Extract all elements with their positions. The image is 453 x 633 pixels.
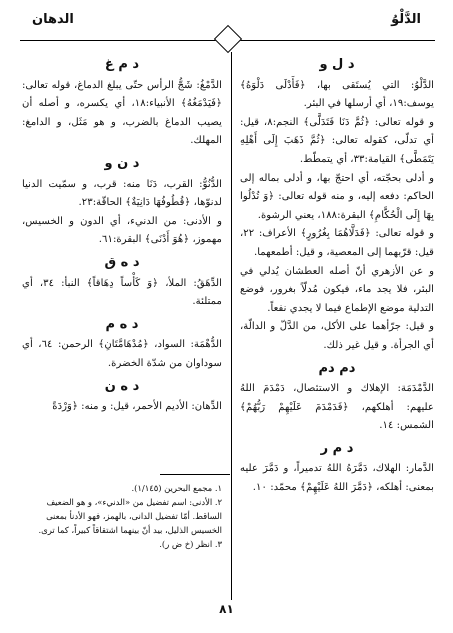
entry-paragraph: و قوله تعالى: ﴿فَدَلَّاهُمَا بِغُرُورٍ﴾ الأعراف: ٢٢، قيل: قرّبهما إلى المعصية، و قيل: أطمعهما. (240, 228, 434, 258)
root-heading: د ه م (105, 316, 139, 332)
root-heading: د ه ق (104, 254, 140, 270)
entry-paragraph: الدِّهان: الأديم الأحمر، قيل: و منه: ﴿وَرْدَةً (52, 401, 222, 413)
left-column (22, 52, 222, 417)
right-column (240, 52, 434, 498)
footnote: ٣. انظر (خ ض ر). (159, 539, 222, 549)
entry-paragraph: الدُّهْمَة: السواد، ﴿مُدْهَامَّتَانِ﴾ الرحمن: ٦٤، أي سوداوان من شدّة الخضرة. (22, 339, 222, 369)
root-heading: د ه ن (104, 378, 140, 394)
footnote: ٢. الأدنى: اسم تفضيل من «الدنيء»، و هو الضعيف الساقط. أمّا تفضيل الدانى، بالهمز، فهو الأدنأ بمعنى الخسيس الذليل، بيد أنّ بينهما اشتقاقاً كبيراً، كما ترى. (38, 497, 222, 535)
entry-paragraph: و عن الأزهري أنّ أصله العطشان يُدلي في البئر، فلا يجد ماء، فيكون مُدلّاً بغرور، فوضع التدلية موضع الإطماع فيما لا يجدي نفعاً. (240, 265, 434, 314)
page-number: ٨١ (219, 602, 234, 616)
header-rule-right (238, 40, 435, 41)
header-left-word: الدهان (32, 12, 74, 27)
root-heading: د ل و (319, 57, 355, 72)
root-heading: د م غ (104, 57, 140, 72)
entry-paragraph: الدَّمار: الهلاك، دَمَّرَهُ اللهُ تدميراً، و دَمَّرَ عليه بمعنى: أهلكه، ﴿دَمَّرَ اللهُ عَلَيْهِمْ﴾ محمّد: ١٠. (240, 463, 434, 494)
column-divider (231, 52, 232, 600)
entry-paragraph: و أدلى بحجّته، أي احتجّ بها، و أدلى بماله إلى الحاكم: دفعه إليه، و منه قوله تعالى: ﴿وَ تُدْلُوا بِهَا إِلَى الْحُكَّامِ﴾ البقرة:١٨٨، يعني الرشوة. (240, 172, 434, 221)
root-heading: د ن و (104, 155, 140, 171)
header-right-word: الدَّلْوُ (391, 12, 421, 27)
entry-paragraph: و قوله تعالى: ﴿ثُمَّ دَنَا فَتَدَلَّى﴾ النجم:٨، قيل: أي تدلّى، كقوله تعالى: ﴿ثُمَّ ذَهَبَ إِلَى أَهْلِهِ يَتَمَطَّى﴾ القيامة:٣٣، أي يتمطّط. (240, 116, 434, 165)
entry-paragraph: و الأدنى: من الدنيء، أي الدون و الخسيس، مهموز، ﴿هُوَ أَدْنَى﴾ البقرة:٦١. (22, 215, 222, 246)
footnote-rule (160, 474, 230, 475)
header-rule-left (20, 40, 216, 41)
entry-paragraph: الدَّمْدَمَة: الإهلاك و الاستئصال، دَمْدَمَ اللهُ عليهم: أهلكهم، ﴿فَدَمْدَمَ عَلَيْهِمْ رَبُّهُمْ﴾ الشمس: ١٤. (240, 383, 434, 432)
footnote: ١. مجمع البحرين (١/١٤٥). (131, 483, 222, 493)
entry-paragraph: الدَّمْغُ: شَجُّ الرأس حتّى يبلغ الدماغ، قوله تعالى: ﴿فَيَدْمَغُهُ﴾ الأنبياء:١٨، أي يكسره، و أصله أن يصيب الدماغ بالضرب، و هو مَثَل، و الدامغ: المهلك. (22, 79, 222, 147)
root-heading: دم دم (318, 360, 356, 376)
entry-paragraph: و قيل: جرّأهما على الأكل، من الدَّلّ و الدالّة، أي الجرأة. و قيل غير ذلك. (240, 321, 434, 351)
root-heading: د م ر (320, 440, 354, 456)
entry-paragraph: الدَّلْوُ: التي يُستَقى بها، ﴿فَأَدْلَى دَلْوَهُ﴾ يوسف:١٩، أي أرسلها في البئر. (240, 79, 434, 110)
entry-paragraph: الدِّهَقُ: الملأ، ﴿وَ كَأْساً دِهَاقاً﴾ النبأ: ٣٤، أي ممتلئة. (22, 277, 222, 308)
footnotes (22, 481, 222, 551)
header-diamond-ornament (214, 25, 242, 53)
entry-paragraph: الدُّنُوُّ: القرب، دَنَا منه: قرب، و سمّيت الدنيا لدنوّها، ﴿قُطُوفُهَا دَانِيَةٌ﴾ الحاقّة:٢٣. (22, 178, 222, 209)
